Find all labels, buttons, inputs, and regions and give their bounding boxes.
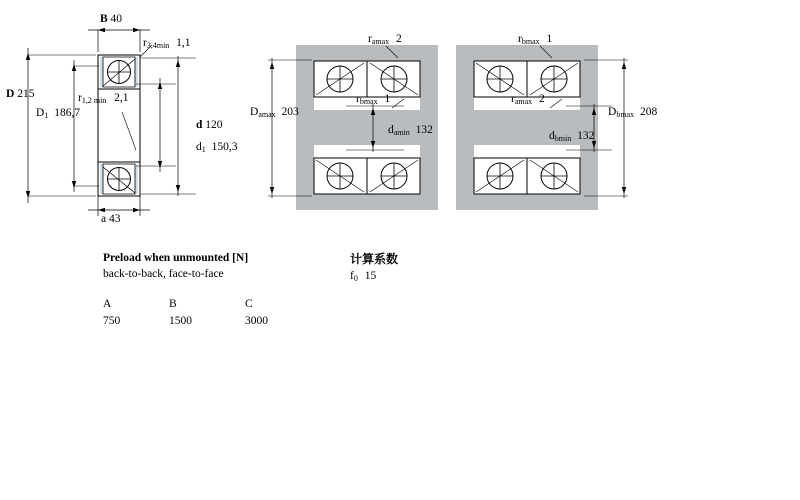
label-D1: $D_1$ 186,7 [36,107,81,120]
label-Damax: $D_{amax}$ 203 [250,106,299,119]
preload-subtitle: back-to-back, face-to-face [103,268,224,280]
calc-f0: $f_0$ 15 [350,270,377,283]
label-r12min: $r_{1,2 min}$ 2,1 [78,92,129,105]
preload-value-c: 3000 [245,315,268,327]
label-rbmax-top: $r_{bmax}$ 1 [518,33,553,46]
preload-value-b: 1500 [169,315,192,327]
calc-title: 计算系数 [350,252,399,266]
label-r34min: $r_{3,4min}$ 1,1 [143,37,191,50]
label-outer-diameter-D: D 215 [6,88,35,100]
label-Dbmax: $D_{bmax}$ 208 [608,106,658,119]
label-a: a 43 [101,213,121,225]
label-damin: $d_{amin}$ 132 [388,124,433,137]
label-rbmax-mid: $r_{bmax}$ 1 [356,93,391,106]
left-cross-section [26,28,196,216]
preload-col-a-header: A [103,298,112,310]
label-d1: $d_1$ 150,3 [196,141,238,154]
preload-col-c-header: C [245,298,253,310]
label-ramax-mid: $r_{amax}$ 2 [511,93,545,106]
preload-value-a: 750 [103,315,121,327]
label-width-B: B 40 [100,13,123,25]
preload-title: Preload when unmounted [N] [103,252,249,264]
label-bore-d: d 120 [196,119,223,131]
mounting-section-b [456,45,628,210]
preload-col-b-header: B [169,298,177,310]
label-dbmin: $d_{bmin}$ 132 [549,130,595,143]
label-ramax-top: $r_{amax}$ 2 [368,33,402,46]
